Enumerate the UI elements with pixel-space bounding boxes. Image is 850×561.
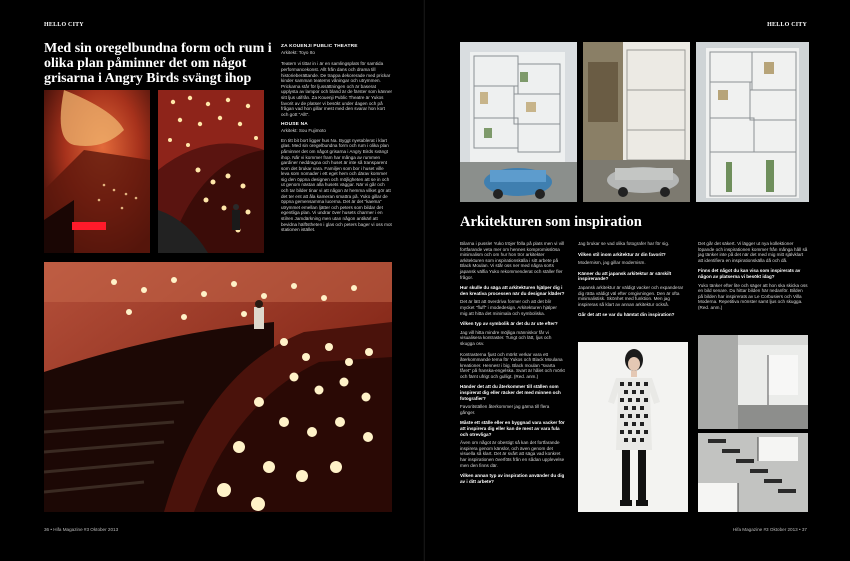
photo-house-na-1 xyxy=(460,42,577,202)
venue-text: Teatern vi tittar in i är en samlingsplats för samtida performancekonst. Allt från dans och drama till historieberättande. De trappa dekorerade med prickar kinder samman teaterns våningar och utrymmen. Prickarna står för ljussättningen och är baserat upplysta av lampor och bland är de färster som känner sitt ljus utifrån. Za Kouenji Public Theatre är Yukos favorit av de platser vi besökt under dagen och på frågan vad hon gillar mest med den svarar hon kort och gott "Allt". xyxy=(281,61,393,117)
answer: Modernism, jag gillar modernism. xyxy=(578,260,646,266)
answer: Även om något är obestigt så kan det fortfarande inspirera genom känslor, och även genom det visuella så klart. Det är svårt att säga vad konkret har inspirationen överföts från en sådan upplevelse men den finns där. xyxy=(460,440,565,468)
question: Känner du att japansk arkitektur är särskilt inspirerande? xyxy=(578,270,672,282)
photo-villa-interior xyxy=(698,335,808,429)
answer: Favoritställen återkommer jag gärna till flera gånger. xyxy=(460,404,550,415)
right-page xyxy=(425,0,850,561)
answer: Japansk arkitektur är väldigt vacker och expanderar dig rätta väldigt väl efter omgivningen. Den är ofta minimalistisk. Skönhet med funktion. Men jag inspireras så klart av annan arkitektur också. xyxy=(578,284,684,307)
text-column-3 xyxy=(698,241,808,311)
text-column-2 xyxy=(578,241,688,318)
left-text-column xyxy=(281,44,393,233)
question: Vilken annan typ av inspiration använder du dig av i ditt arbete? xyxy=(460,473,565,484)
venue-architect: Arkitekt: Sou Fujimoto xyxy=(281,128,326,134)
question: Finns det något du kan visa som inspirerats av någon av platserna vi besökt idag? xyxy=(698,268,801,279)
photo-model-dress xyxy=(578,342,688,512)
question: Måste ett ställe eller en byggnad vara vacker för att inspirera dig eller kan de mest av vara fula och otrevliga? xyxy=(460,420,565,437)
answer: Yuko tänker efter lite och säger att hon ska skicka oss en bild senare. Du hittar bilden här nedanför. Bilden på bilden har inspirerats av Le Corbusiers och Villa Moderna. Repetitiva mönster samt ljus och skugga. (Red. anm.) xyxy=(698,282,808,310)
question: Händer det att du återkommer till ställen som inspirerat dig eller räcker det med minnen och fotografier? xyxy=(460,384,561,401)
section-tag: HELLO CITY xyxy=(44,22,84,28)
headline: Arkitekturen som inspiration xyxy=(460,214,642,230)
answer: Kontrasterna fjust och mörkt verkar vara ett återkommande tema för Yukos och Black Moulana kreationer. Hennes! i big. Black moulan "svarta fåret" på franska-engelska. Svart är hålet och mörkt och färnt ufrigt och gulligt. (Red. anm.) xyxy=(460,351,565,379)
photo-villa-stairs xyxy=(698,433,808,512)
text-column-1 xyxy=(460,241,565,484)
photo-house-na-2 xyxy=(583,42,690,202)
photo-house-na-3 xyxy=(696,42,809,202)
answer: Det är lätt att överdriva former och att det blir mycket "fluff" i modedesign. Arkitekturen hjälper mig att hitta det minimala och symboliska. xyxy=(460,299,557,316)
venue-text: En titt bit bort ligger hus Na. Byggt nyetablerat i klart glas. Med sin oregelbundna form och rum i olika plan påminner det om något grisarna i Angry Birds svängt ihop. Når vi kommer fram har många av rummen gardiner neddragna och huset är inte så transparent som det brukar vara. Familjen som bor i huset ville leva som nomader i ett eget hem och därav kommer sig den öppna designen och möjligheten att se in och ut genom nästan alla husets väggar. När vi går och och tar bilder tinar vi att någon är hemma vilket gör att det ter ent att åla kameran smattra på. Yuko gillar de öppna gemensamma lucerna. Det är det "kaema" utrymmet emellan ljätter och peters som bildar det egentliga plan. Vi undrar över husets charmer i en stilren Jamdärkning men utan någon antikärl att bevidna hälftstheten i glas och peters bager vi oss mot stationen istället. xyxy=(281,137,392,233)
answer: Jag brukar se vad olika fotografer har för sig. xyxy=(578,241,670,246)
question: Hur skulle du säga att arkitekturen hjälper dig i den kreativa processen när du designar kläder? xyxy=(460,285,565,296)
page-footer: Hifa Magazine #3 Oktober 2013 • 37 xyxy=(732,527,807,532)
section-tag: HELLO CITY xyxy=(767,22,807,28)
venue-title: ZA KOUENJI PUBLIC THEATRE xyxy=(281,44,358,49)
answer: Det går det säkert. Vi lägger ut nya kollektioner löpande och inspirationen kommer från många håll så jag tänker inte på det när det med mig mitt självklart att identifiera en inspirationskälla då och då. xyxy=(698,241,808,263)
photo-theatre-stair-lights xyxy=(158,90,264,253)
venue-title: HOUSE NA xyxy=(281,122,308,128)
body-text: Bilarna i pussle! Yuko tröjer fölla på plats men vi vill fortfarande veta mer om hennes kompromisslösa minimalism och om hur hon tror arkitekter arkitekturen som inspirationskälla i sitt arbete på Black Moulan. Vi står oss ner med några sorts japansk välfia Yuko rekommenderat och ställer fler frågor. xyxy=(460,241,565,280)
venue-architect: Arkitekt: Toyo Ito xyxy=(281,49,315,55)
photo-theatre-red-wall xyxy=(44,90,150,253)
headline: Med sin oregelbundna form och rum i olika plan påminner det om något grisarna i Angry Birds svängt ihop xyxy=(44,41,272,86)
question: Vilken stil inom arkitektur är din favorit? xyxy=(578,251,666,257)
question: Går det att se var du hämtat din inspiration? xyxy=(578,312,675,318)
answer: Jag vill hitta mindre möjliga människor får vi visualisera kontraster. Tungt och lätt, ljus och skugga osv. xyxy=(460,329,552,346)
photo-theatre-staircase xyxy=(44,262,392,512)
page-footer: 36 • Hifa Magazine #3 Oktober 2013 xyxy=(44,527,119,532)
question: Vilken typ av symbolik är det du är ute efter? xyxy=(460,321,558,327)
